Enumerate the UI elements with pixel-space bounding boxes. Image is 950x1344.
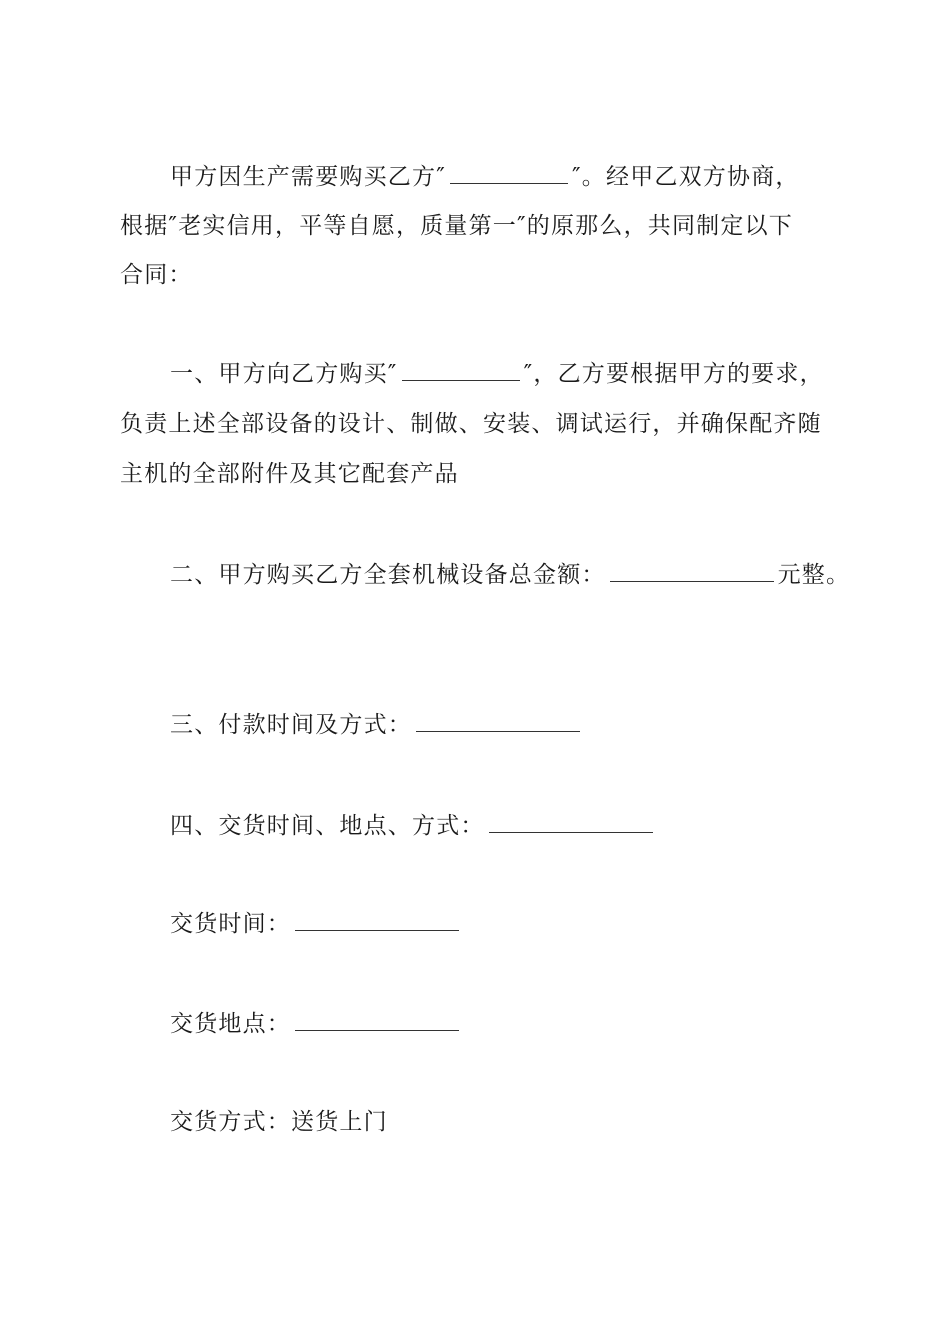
delivery-time-blank: [295, 910, 459, 931]
delivery-time-line: [170, 909, 463, 939]
payment-method-blank: [416, 711, 580, 732]
clause-1-line-1: [170, 359, 824, 389]
clause-1-line-2: 负责上述全部设备的设计、制做、安装、调试运行，并确保配齐随: [120, 411, 822, 437]
preamble-line-3: 合同：: [120, 262, 193, 288]
preamble-line-1: [170, 162, 800, 192]
clause-1-text-b: ″，乙方要根据甲方的要求，: [523, 361, 824, 387]
delivery-method-line: 交货方式：送货上门: [170, 1109, 388, 1135]
clause-3-text: 三、付款时间及方式：: [170, 712, 412, 738]
preamble-line-2: 根据″老实信用，平等自愿，质量第一″的原那么，共同制定以下: [120, 213, 793, 239]
delivery-place-blank: [295, 1010, 459, 1031]
preamble-text-a: 甲方因生产需要购买乙方″: [170, 164, 446, 190]
clause-1-text-a: 一、甲方向乙方购买″: [170, 361, 398, 387]
clause-4-text: 四、交货时间、地点、方式：: [170, 813, 485, 839]
clause-2-text-a: 二、甲方购买乙方全套机械设备总金额：: [170, 562, 606, 588]
delivery-time-label: 交货时间：: [170, 911, 291, 937]
delivery-place-line: [170, 1009, 463, 1039]
delivery-terms-blank: [489, 812, 653, 833]
clause-2-text-b: 元整。: [777, 562, 851, 588]
clause-3-line: [170, 710, 584, 740]
clause-2-line: [170, 560, 850, 590]
delivery-place-label: 交货地点：: [170, 1011, 291, 1037]
purchase-item-blank: [402, 360, 520, 381]
clause-1-line-3: 主机的全部附件及其它配套产品: [120, 461, 459, 487]
clause-4-line: [170, 811, 657, 841]
total-amount-blank: [610, 561, 774, 582]
product-name-blank: [450, 163, 568, 184]
preamble-text-b: ″。经甲乙双方协商，: [572, 164, 800, 190]
